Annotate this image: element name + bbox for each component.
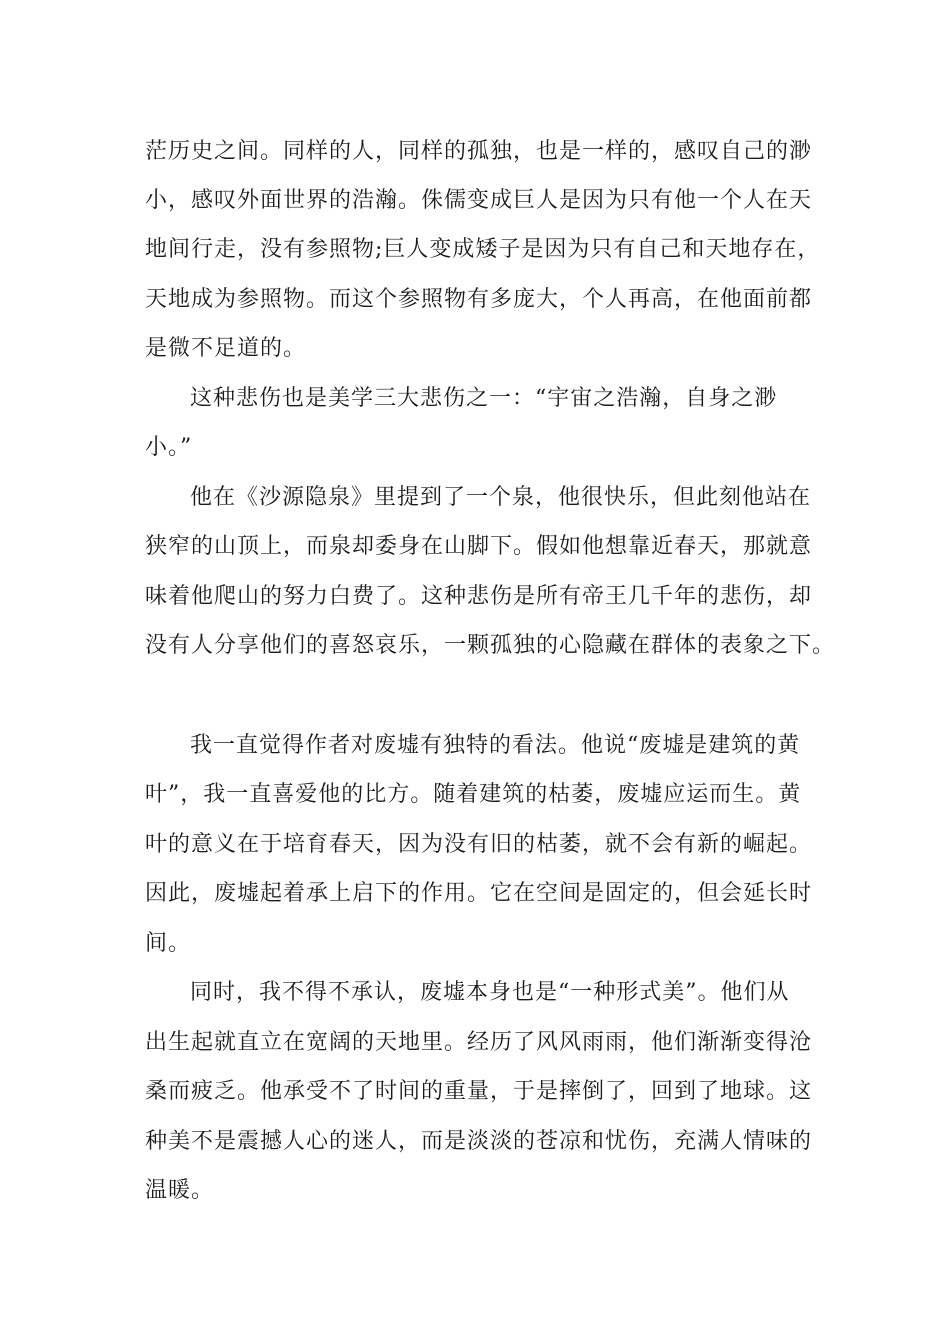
paragraph-1-line-2: 小，感叹外面世界的浩瀚。侏儒变成巨人是因为只有他一个人在天 [145,188,813,213]
paragraph-4-line-2: 叶”，我一直喜爱他的比方。随着建筑的枯萎，废墟应运而生。黄 [145,782,802,807]
paragraph-3-line-1: 他在《沙源隐泉》里提到了一个泉，他很快乐，但此刻他站在 [190,485,812,510]
paragraph-2-line-1: 这种悲伤也是美学三大悲伤之一：“宇宙之浩瀚，自身之渺 [190,386,778,411]
paragraph-5-line-5: 温暖。 [145,1178,215,1203]
paragraph-1-line-5: 是微不足道的。 [145,336,307,361]
paragraph-5-line-3: 桑而疲乏。他承受不了时间的重量，于是摔倒了，回到了地球。这 [145,1079,813,1104]
paragraph-4-line-5: 间。 [145,931,192,956]
paragraph-5-line-2: 出生起就直立在宽阔的天地里。经历了风风雨雨，他们渐渐变得沧 [145,1030,813,1055]
paragraph-4-line-3: 叶的意义在于培育春天，因为没有旧的枯萎，就不会有新的崛起。 [145,832,813,857]
paragraph-3-line-2: 狭窄的山顶上，而泉却委身在山脚下。假如他想靠近春天，那就意 [145,534,813,559]
paragraph-1-line-3: 地间行走，没有参照物;巨人变成矮子是因为只有自己和天地存在， [145,237,821,262]
paragraph-3-line-4: 没有人分享他们的喜怒哀乐，一颗孤独的心隐藏在群体的表象之下。 [145,633,836,658]
paragraph-3-line-3: 味着他爬山的努力白费了。这种悲伤是所有帝王几千年的悲伤，却 [145,584,813,609]
paragraph-1-line-1: 茫历史之间。同样的人，同样的孤独，也是一样的，感叹自己的渺 [145,139,813,164]
paragraph-5-line-1: 同时，我不得不承认，废墟本身也是“一种形式美”。他们从 [190,980,790,1005]
paragraph-1-line-4: 天地成为参照物。而这个参照物有多庞大，个人再高，在他面前都 [145,287,813,312]
paragraph-4-line-1: 我一直觉得作者对废墟有独特的看法。他说“废墟是建筑的黄 [190,733,801,758]
paragraph-2-line-2: 小。” [145,435,193,460]
paragraph-5-line-4: 种美不是震撼人心的迷人，而是淡淡的苍凉和忧伤，充满人情味的 [145,1129,813,1154]
paragraph-4-line-4: 因此，废墟起着承上启下的作用。它在空间是固定的，但会延长时 [145,881,813,906]
